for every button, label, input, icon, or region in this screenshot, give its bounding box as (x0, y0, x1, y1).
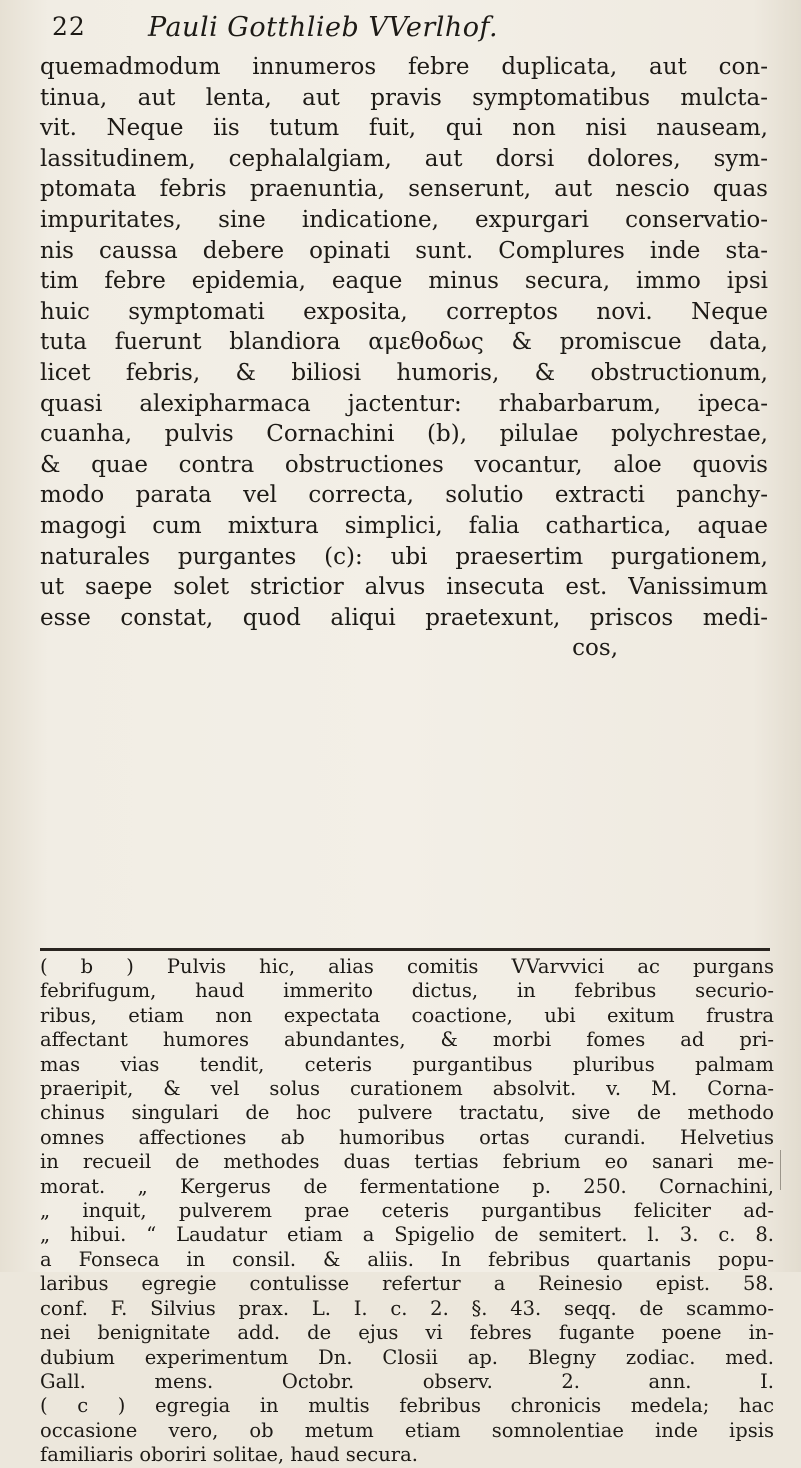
main-line: ut saepe solet strictior alvus insecuta est. Vanissimum (40, 574, 768, 601)
footnote-rule (40, 948, 770, 951)
main-line: ptomata febris praenuntia, senserunt, aut nescio quas (40, 176, 768, 203)
footnote-line: Gall. mens. Octobr. observ. 2. ann. I. (40, 1369, 774, 1393)
main-line: magogi cum mixtura simplici, falia cathartica, aquae (40, 512, 768, 539)
main-line: lassitudinem, cephalalgiam, aut dorsi dolores, sym- (40, 145, 768, 172)
page-number: 22 (52, 12, 86, 41)
footnote-line: affectant humores abundantes, & morbi fomes ad pri- (40, 1028, 774, 1052)
footnote-line: conf. F. Silvius prax. L. I. c. 2. §. 43. seqq. de scammo- (40, 1296, 774, 1320)
main-line: tuta fuerunt blandiora αμεθοδως & promiscue data, (40, 329, 768, 356)
footnote-line: praeripit, & vel solus curationem absolvit. v. M. Corna- (40, 1077, 774, 1101)
main-line: & quae contra obstructiones vocantur, aloe quovis (40, 451, 768, 478)
main-line: quasi alexipharmaca jactentur: rhabarbarum, ipeca- (40, 390, 768, 417)
footnote-line: nei benignitate add. de ejus vi febres fugante poene in- (40, 1321, 774, 1345)
running-head: Pauli Gotthlieb VVerlhof. (148, 12, 499, 43)
main-line: modo parata vel correcta, solutio extracti panchy- (40, 482, 768, 509)
main-line: licet febris, & biliosi humoris, & obstructionum, (40, 359, 768, 386)
footnote-line: familiaris oboriri solitae, haud secura. (40, 1443, 418, 1467)
footnote-line: morat. „ Kergerus de fermentatione p. 250. Cornachini, (40, 1174, 774, 1198)
main-line: impuritates, sine indicatione, expurgari conservatio- (40, 206, 768, 233)
main-line: esse constat, quod aliqui praetexunt, priscos medi- (40, 604, 768, 631)
main-line: huic symptomati exposita, correptos novi. Neque (40, 298, 768, 325)
footnote-line: a Fonseca in consil. & aliis. In febribus quartanis popu- (40, 1247, 774, 1271)
main-line: quemadmodum innumeros febre duplicata, aut con- (40, 54, 768, 80)
main-text (40, 52, 768, 664)
footnote-line: febrifugum, haud immerito dictus, in febribus securio- (40, 979, 774, 1003)
catchword: cos, (572, 635, 618, 662)
main-line: tim febre epidemia, eaque minus secura, immo ipsi (40, 268, 768, 295)
footnote-line: chinus singulari de hoc pulvere tractatu, sive de methodo (40, 1101, 774, 1125)
page-header (40, 12, 770, 52)
footnote-line: laribus egregie contulisse refertur a Reinesio epist. 58. (40, 1272, 774, 1296)
main-line: cuanha, pulvis Cornachini (b), pilulae polychrestae, (40, 421, 768, 448)
footnote-line: ( b ) Pulvis hic, alias comitis VVarvvici ac purgans (40, 955, 774, 978)
footnote-line: in recueil de methodes duas tertias febrium eo sanari me- (40, 1150, 774, 1174)
footnote-line: omnes affectiones ab humoribus ortas curandi. Helvetius (40, 1125, 774, 1149)
main-line: vit. Neque iis tutum fuit, qui non nisi nauseam, (40, 115, 768, 142)
footnote-line: ribus, etiam non expectata coactione, ubi exitum frustra (40, 1003, 774, 1027)
footnote-line: mas vias tendit, ceteris purgantibus pluribus palmam (40, 1052, 774, 1076)
footnote-line: occasione vero, ob metum etiam somnolentiae inde ipsis (40, 1418, 774, 1442)
page-edge-mark (780, 1150, 795, 1190)
footnote-line: ( c ) egregia in multis febribus chronicis medela; hac (40, 1394, 774, 1418)
footnotes (40, 955, 774, 1468)
main-line: tinua, aut lenta, aut pravis symptomatibus mulcta- (40, 84, 768, 111)
footnote-line: „ inquit, pulverem prae ceteris purgantibus feliciter ad- (40, 1199, 774, 1223)
footnote-line: „ hibui. “ Laudatur etiam a Spigelio de semitert. l. 3. c. 8. (40, 1223, 774, 1247)
main-line: nis caussa debere opinati sunt. Complures inde sta- (40, 237, 768, 264)
footnote-line: dubium experimentum Dn. Closii ap. Blegny zodiac. med. (40, 1345, 774, 1369)
main-line: naturales purgantes (c): ubi praesertim purgationem, (40, 543, 768, 570)
